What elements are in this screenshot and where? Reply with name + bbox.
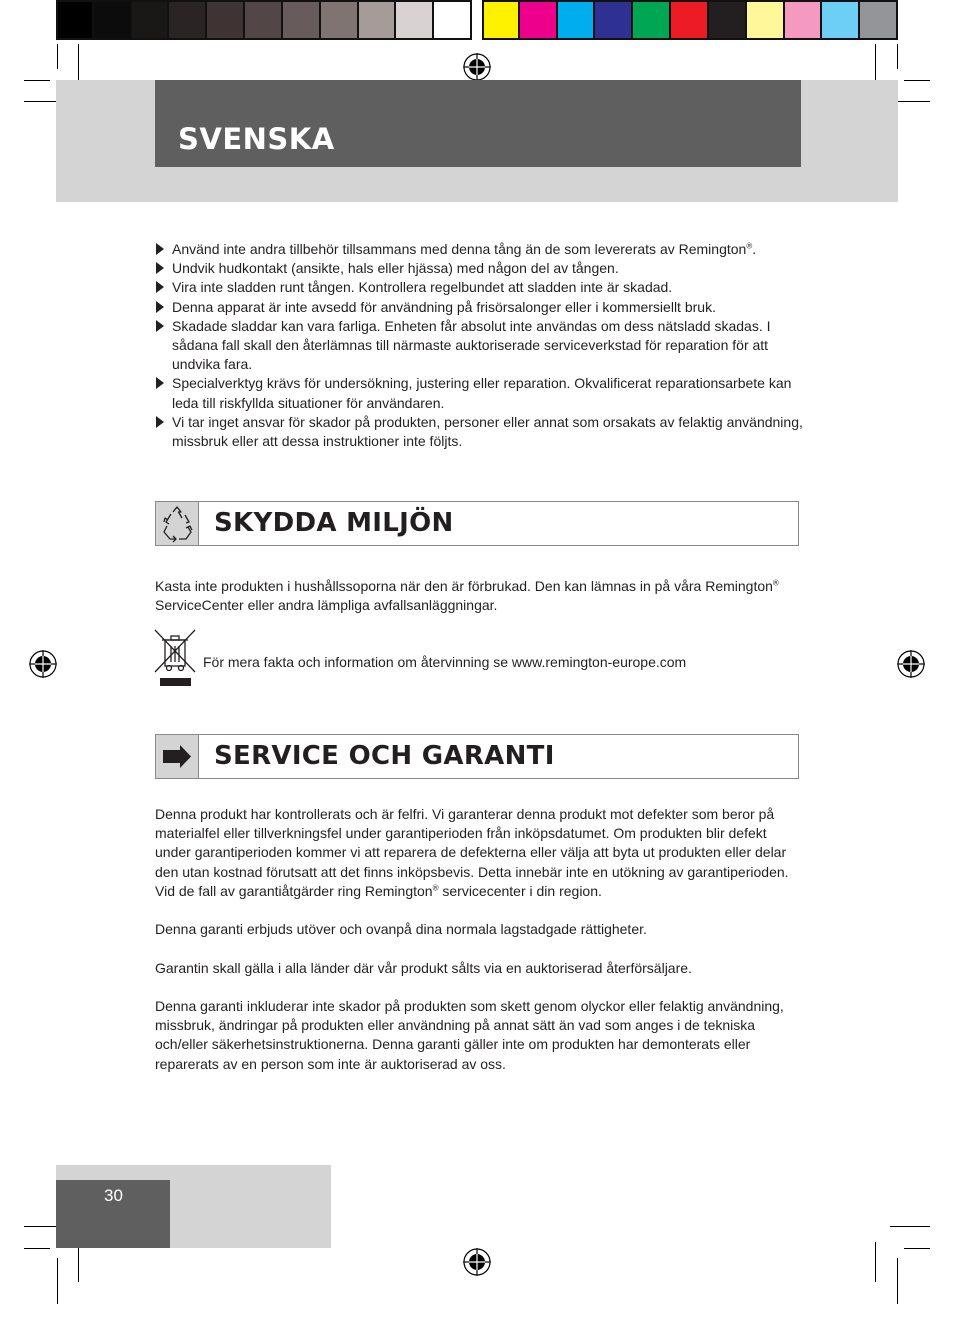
color-swatch (595, 2, 633, 38)
registration-mark-icon (462, 1247, 492, 1277)
color-swatch (520, 2, 558, 38)
safety-bullet-item (155, 413, 805, 451)
color-swatch (482, 2, 520, 38)
section-header-environment (155, 501, 799, 546)
service-body (155, 805, 797, 1074)
color-swatch (359, 2, 397, 38)
bullet-triangle-icon (156, 281, 164, 293)
color-swatch (785, 2, 823, 38)
color-bar-grayscale (56, 0, 472, 40)
warranty-paragraph (155, 882, 797, 901)
bullet-text: Vira inte sladden runt tången. Kontrollera regelbundet att sladden inte är skadad. (172, 279, 673, 296)
registered-mark: ® (746, 241, 753, 251)
warranty-text: servicecenter i din region. (438, 882, 602, 899)
crop-mark (78, 1242, 79, 1282)
color-swatch (207, 2, 245, 38)
safety-bullet-item (155, 259, 805, 278)
warranty-text: Vid de fall av garantiåtgärder ring Remington (155, 882, 433, 899)
color-swatch (56, 2, 94, 38)
warranty-paragraph: Denna garanti inkluderar inte skador på produkten som skett genom olyckor eller felaktig användning, missbruk, ändringar på produkten eller användning på annat sätt än vad som anges i de tekniska och/eller säkerhetsinstruktionerna. Denna garanti gäller inte om produkten har demonterats eller reparerats av en person som inte är auktoriserad av oss. (155, 997, 784, 1072)
crop-mark (57, 44, 58, 69)
color-swatch (169, 2, 207, 38)
bullet-triangle-icon (156, 320, 164, 332)
bullet-triangle-icon (156, 416, 164, 428)
crop-mark (57, 1258, 58, 1304)
page-number: 30 (104, 1186, 123, 1205)
environment-text: Kasta inte produkten i hushållssoporna när den är förbrukad. Den kan lämnas in på våra Remington (155, 578, 773, 594)
crop-mark (904, 1248, 930, 1249)
color-swatch (633, 2, 671, 38)
color-swatch (396, 2, 434, 38)
color-swatch (321, 2, 359, 38)
recycle-icon (156, 502, 198, 545)
crop-mark (904, 80, 930, 81)
bullet-triangle-icon (156, 243, 164, 255)
safety-bullet-item (155, 374, 805, 412)
crossed-bin-icon (153, 628, 197, 688)
bullet-text: Skadade sladdar kan vara farliga. Enheten får absolut inte användas om dess nätsladd skadas. I sådana fall skall den återlämnas till närmaste auktoriserade serviceverkstad för reparation för att undvika fara. (172, 317, 771, 373)
color-swatch (709, 2, 747, 38)
arrow-right-icon (156, 735, 198, 778)
bullet-text: Använd inte andra tillbehör tillsammans med denna tång än de som levererats av Remington (172, 241, 747, 257)
safety-bullet-item (155, 278, 805, 297)
page-title: SVENSKA (178, 122, 335, 156)
registration-mark-icon (28, 649, 58, 679)
bullet-text: Denna apparat är inte avsedd för användning på frisörsalonger eller i kommersiellt bruk. (172, 298, 716, 315)
section-icon-box (156, 735, 199, 778)
bullet-triangle-icon (156, 262, 164, 274)
color-swatch (671, 2, 709, 38)
environment-paragraph (155, 577, 805, 615)
registration-mark-icon (462, 52, 492, 82)
bullet-triangle-icon (156, 377, 164, 389)
recycling-info-text: För mera fakta och information om återvinning se www.remington-europe.com (203, 654, 687, 670)
color-swatch (747, 2, 785, 38)
crop-mark (897, 1258, 898, 1304)
safety-bullet-item (155, 317, 805, 375)
warranty-paragraph: Denna produkt har kontrollerats och är felfri. Vi garanterar denna produkt mot defekter som beror på materialfel eller tillverkningsfel under garantiperioden från inköpsdatumet. Om produkten blir defekt under garantiperioden kommer vi att reparera de defekterna eller välja att byta ut produkten eller delar den utan kostnad förutsatt att det finns inköpsbevis. Detta innebär inte en utökning av garantiperioden. (155, 806, 789, 880)
bullet-text: . (752, 241, 757, 257)
registered-mark: ® (432, 883, 439, 893)
safety-bullet-list (155, 240, 805, 451)
color-swatch (434, 2, 472, 38)
safety-bullet-item (155, 240, 805, 259)
bullet-text: Specialverktyg krävs för undersökning, justering eller reparation. Okvalificerat reparationsarbete kan leda till riskfyllda situationer för användaren. (172, 375, 792, 411)
section-header-service (155, 734, 799, 779)
color-swatch (245, 2, 283, 38)
color-swatch (132, 2, 170, 38)
crop-mark (897, 44, 898, 69)
warranty-paragraph: Garantin skall gälla i alla länder där vår produkt sålts via en auktoriserad återförsäljare. (155, 959, 692, 976)
color-swatch (558, 2, 596, 38)
registered-mark: ® (772, 578, 779, 588)
bullet-text: Undvik hudkontakt (ansikte, hals eller hjässa) med någon del av tången. (172, 260, 619, 277)
color-swatch (860, 2, 898, 38)
color-swatch (283, 2, 321, 38)
color-bar-process (482, 0, 898, 40)
environment-text: ServiceCenter eller andra lämpliga avfallsanläggningar. (155, 597, 498, 614)
warranty-paragraph: Denna garanti erbjuds utöver och ovanpå dina normala lagstadgade rättigheter. (155, 921, 647, 938)
safety-bullet-item (155, 298, 805, 317)
crop-mark (24, 1248, 50, 1249)
bullet-text: Vi tar inget ansvar för skador på produkten, personer eller annat som orsakats av felaktig användning, missbruk eller att dessa instruktioner inte följts. (172, 413, 803, 450)
section-title: SKYDDA MILJÖN (214, 508, 454, 538)
crop-mark (890, 1226, 930, 1227)
color-swatch (822, 2, 860, 38)
bullet-triangle-icon (156, 301, 164, 313)
section-title: SERVICE OCH GARANTI (214, 741, 555, 771)
crop-mark (24, 80, 50, 81)
color-swatch (94, 2, 132, 38)
section-icon-box (156, 502, 199, 545)
registration-mark-icon (896, 649, 926, 679)
crop-mark (875, 1242, 876, 1282)
